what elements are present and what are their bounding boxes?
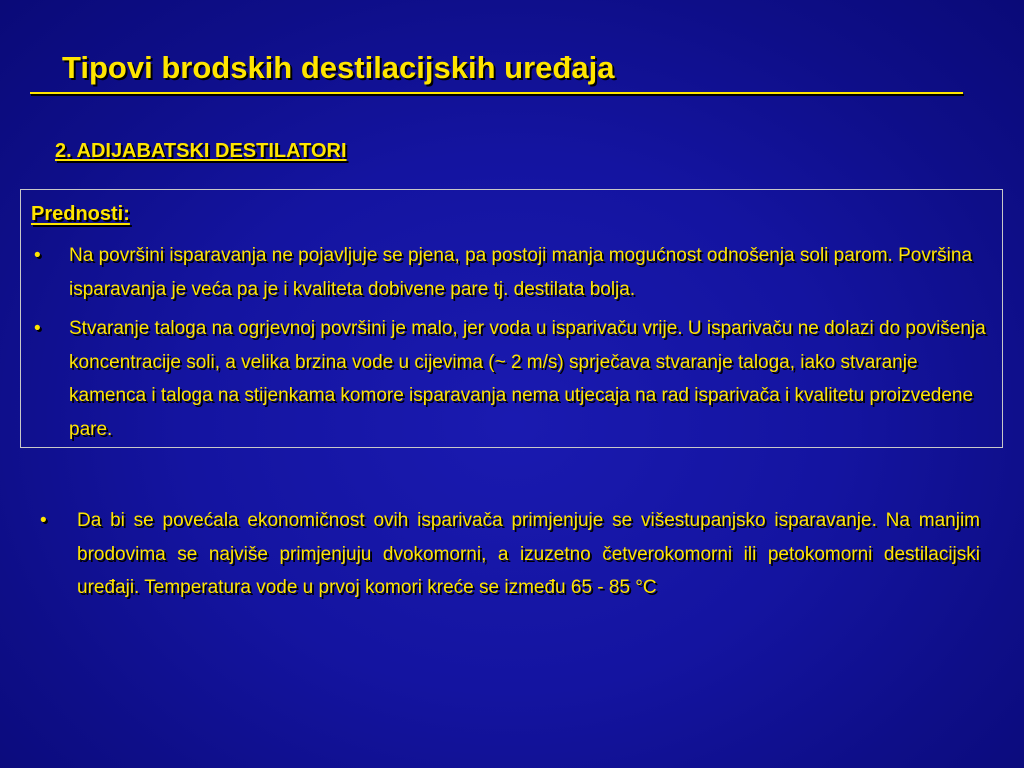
main-bullet-text: Da bi se povećala ekonomičnost ovih isparivača primjenjuje se višestupanjsko isparavanje. Na manjim brodovima se najviše primjenjuju dvokomorni, a izuzetno četverokomorni ili petokomorni destilacijski uređaji. Temperatura vode u prvoj komori kreće se između 65 - 85 °C [77, 510, 980, 598]
bullet-icon: • [34, 318, 41, 339]
advantages-heading: Prednosti: [31, 203, 130, 225]
section-subtitle: 2. ADIJABATSKI DESTILATORI [55, 140, 347, 162]
advantage-item [34, 312, 994, 447]
bullet-icon: • [34, 245, 41, 266]
advantage-text: Stvaranje taloga na ogrjevnoj površini je malo, jer voda u isparivaču vrije. U isparivaču ne dolazi do povišenja koncentracije soli, a velika brzina vode u cijevima (~ 2 m/s) sprječava stvaranje taloga, iako stvaranje kamenca i taloga na stijenkama komore isparavanja nema utjecaja na rad isparivača i kvalitetu proizvedene pare. [69, 318, 986, 440]
advantage-text: Na površini isparavanja ne pojavljuje se pjena, pa postoji manja mogućnost odnošenja soli parom. Površina isparavanja je veća pa je i kvaliteta dobivene pare tj. destilata bolja. [69, 245, 973, 300]
title-underline-divider [30, 92, 963, 94]
advantages-box [20, 189, 1003, 448]
bullet-icon: • [40, 510, 47, 531]
main-bullet-item [40, 504, 980, 634]
slide-title: Tipovi brodskih destilacijskih uređaja [62, 50, 615, 85]
advantage-item [34, 239, 994, 309]
